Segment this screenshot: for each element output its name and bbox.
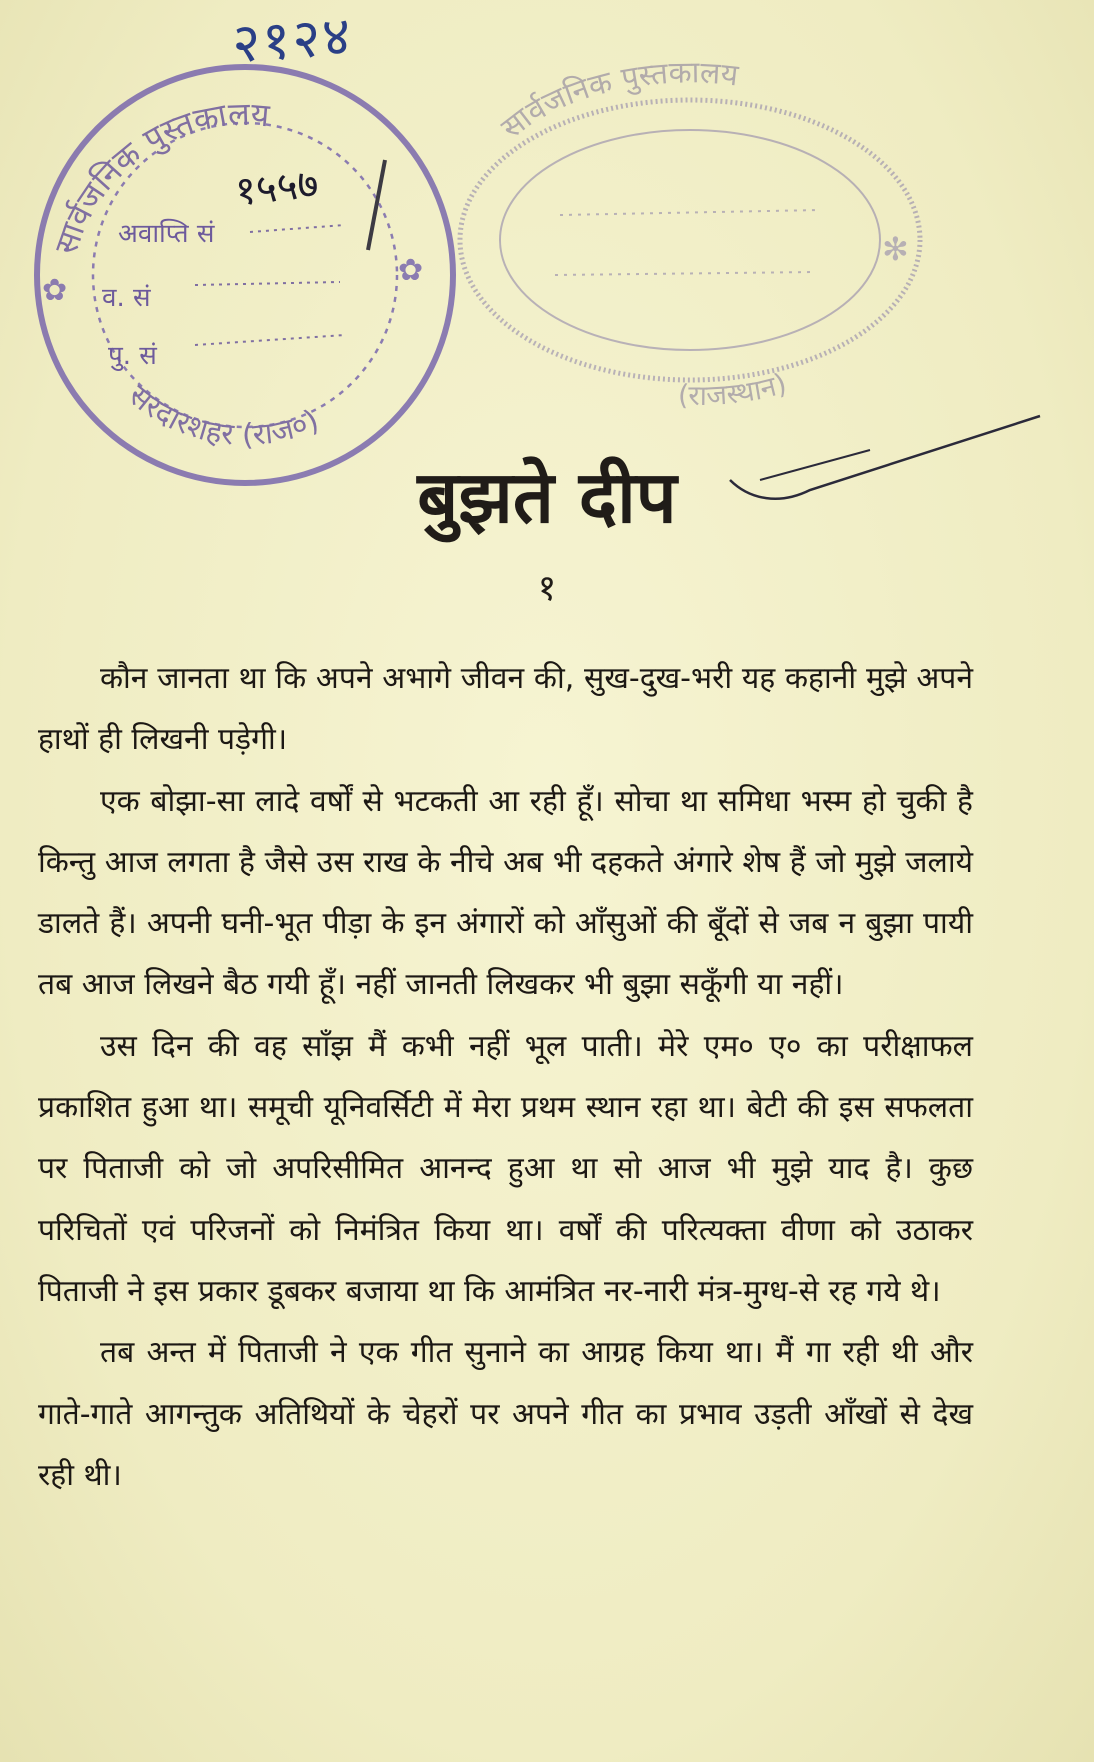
stamp-field-book-number: पु. सं: [108, 341, 157, 371]
chapter-number: १: [537, 568, 557, 609]
oval-stamp-top-text: सार्वजनिक पुस्तकालय: [494, 55, 740, 147]
round-stamp-flower-right-icon: ✿: [398, 253, 424, 288]
paragraph: तब अन्त में पिताजी ने एक गीत सुनाने का आग्रह किया था। मैं गा रही थी और गाते-गाते आगन्तुक अतिथियों के चेहरों पर अपने गीत का प्रभाव उड़ती आँखों से देख रही थी।: [38, 1335, 973, 1493]
oval-stamp-bottom-text: (राजस्थान): [677, 366, 791, 413]
paragraph: एक बोझा-सा लादे वर्षों से भटकती आ रही हूँ। सोचा था समिधा भस्म हो चुकी है किन्तु आज लगता है जैसे उस राख के नीचे अब भी दहकते अंगारे शेष हैं जो मुझे जलाये डालते हैं। अपनी घनी-भूत पीड़ा के इन अंगारों को आँसुओं की बूँदों से जब न बुझा पायी तब आज लिखने बैठ गयी हूँ। नहीं जानती लिखकर भी बुझा सकूँगी या नहीं।: [38, 783, 973, 1003]
stamp-accession-number: १५५७: [233, 160, 321, 216]
page-title: बुझते दीप: [417, 455, 677, 539]
oval-library-stamp: [460, 55, 920, 412]
round-stamp-bottom-text: सरदारशहर (राज०): [121, 378, 325, 453]
stamp-field-accession: अवाप्ति सं: [118, 219, 215, 249]
paragraph: कौन जानता था कि अपने अभागे जीवन की, सुख-दुख-भरी यह कहानी मुझे अपने हाथों ही लिखनी पड़ेगी।: [38, 661, 973, 758]
round-stamp-top-text: सार्वजनिक पुस्तकालय: [46, 94, 271, 259]
round-stamp-flower-left-icon: ✿: [42, 273, 68, 308]
handwritten-accession-number: २१२४: [230, 3, 355, 76]
stamp-field-class-number: व. सं: [102, 283, 151, 313]
oval-stamp-flower-icon: ✻: [882, 230, 909, 268]
body-text: [38, 648, 973, 1506]
paragraph: उस दिन की वह साँझ मैं कभी नहीं भूल पाती। मेरे एम० ए० का परीक्षाफल प्रकाशित हुआ था। समूची यूनिवर्सिटी में मेरा प्रथम स्थान रहा था। बेटी की इस सफलता पर पिताजी को जो अपरिसीमित आनन्द हुआ था सो आज भी मुझे याद है। कुछ परिचितों एवं परिजनों को निमंत्रित किया था। वर्षों की परित्यक्ता वीणा को उठाकर पिताजी ने इस प्रकार डूबकर बजाया था कि आमंत्रित नर-नारी मंत्र-मुग्ध-से रह गये थे।: [38, 1028, 973, 1309]
round-library-stamp: [37, 67, 453, 483]
